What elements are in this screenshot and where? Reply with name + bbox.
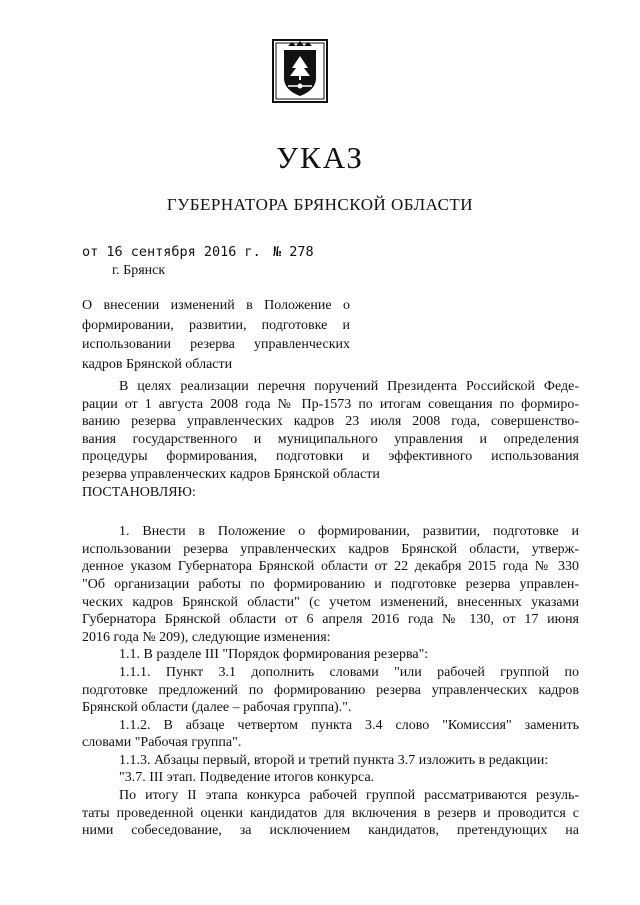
body-line: Губернатора Брянской области от 6 апреля 2016 года № 130, от 17 июня bbox=[82, 612, 579, 628]
body-line: "Об организации работы по формированию и подготовке резерва управлен- bbox=[82, 576, 579, 592]
preamble-line: В целях реализации перечня поручений Президента Российской Феде- bbox=[119, 379, 579, 394]
preamble-line: ванию резерва управленческих кадров 23 июля 2008 года, совершенство- bbox=[82, 414, 579, 430]
body-line: использовании резерва управленческих кадров Брянской области, утверж- bbox=[82, 541, 579, 557]
body-line: 1.1.3. Абзацы первый, второй и третий пункта 3.7 изложить в редакции: bbox=[119, 752, 549, 768]
document-number: № 278 bbox=[273, 244, 314, 260]
body-line: 2016 года № 209), следующие изменения: bbox=[82, 629, 331, 645]
subject-line: О внесении изменений в Положение о bbox=[82, 298, 350, 313]
preamble-line: резерва управленческих кадров Брянской области bbox=[82, 466, 380, 482]
decree-keyword: ПОСТАНОВЛЯЮ: bbox=[82, 484, 196, 500]
body-line: 1. Внести в Положение о формировании, развитии, подготовке и bbox=[119, 524, 579, 540]
document-date: от 16 сентября 2016 г. bbox=[82, 244, 261, 260]
document-body bbox=[82, 378, 579, 840]
preamble-line: процедуры формирования, подготовки и эффективного использования bbox=[82, 449, 579, 465]
bryansk-coat-of-arms-icon bbox=[270, 38, 330, 104]
body-line: 1.1. В разделе III "Порядок формирования резерва": bbox=[119, 647, 429, 663]
body-line: таты проведенной оценки кандидатов для включения в резерв и проводится с bbox=[82, 805, 579, 821]
body-line: 1.1.2. В абзаце четвертом пункта 3.4 слово "Комиссия" заменить bbox=[119, 717, 579, 733]
body-line: ческих кадров Брянской области" (с учетом изменений, внесенных указами bbox=[82, 594, 579, 610]
subject-line: кадров Брянской области bbox=[82, 356, 233, 372]
body-line: подготовке предложений по формированию резерва управленческих кадров bbox=[82, 682, 579, 698]
document-subtitle: ГУБЕРНАТОРА БРЯНСКОЙ ОБЛАСТИ bbox=[166, 195, 474, 214]
document-dateline bbox=[82, 244, 314, 260]
body-line: словами "Рабочая группа". bbox=[82, 735, 242, 751]
subject-line: использовании резерва управленческих bbox=[82, 337, 350, 352]
body-line: Брянской области (далее – рабочая группа).". bbox=[82, 700, 352, 716]
body-line: По итогу II этапа конкурса рабочей группой рассматриваются резуль- bbox=[119, 788, 579, 804]
preamble-line: рации от 1 августа 2008 года № Пр-1573 по итогам совещания по формиро- bbox=[82, 396, 579, 412]
body-line: денное указом Губернатора Брянской области от 22 декабря 2015 года № 330 bbox=[82, 559, 579, 575]
document-subject bbox=[82, 296, 350, 374]
preamble-line: вания государственного и муниципального управления и определения bbox=[82, 431, 579, 447]
subject-line: формировании, развитии, подготовке и bbox=[82, 317, 350, 333]
body-line: ними собеседование, за исключением кандидатов, претендующих на bbox=[82, 823, 579, 839]
document-title: УКАЗ bbox=[276, 140, 364, 175]
body-line: "3.7. III этап. Подведение итогов конкурса. bbox=[119, 770, 375, 786]
document-city: г. Брянск bbox=[112, 263, 166, 278]
body-line: 1.1.1. Пункт 3.1 дополнить словами "или рабочей группой по bbox=[119, 664, 579, 680]
